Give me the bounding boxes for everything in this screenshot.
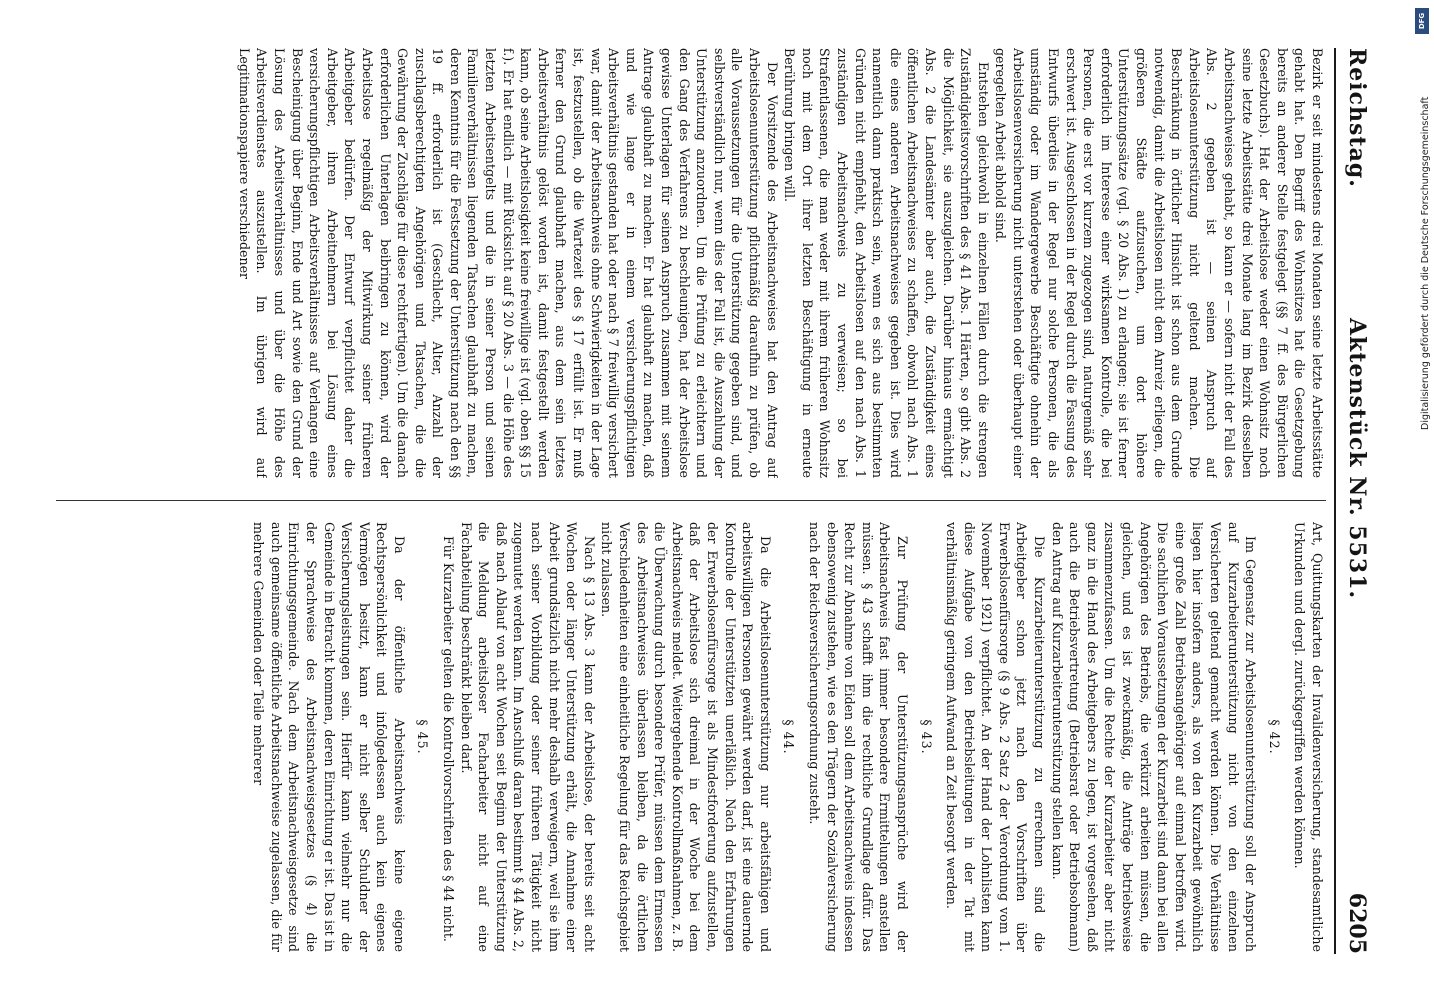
digitization-note-text: Digitalisierung gefördert durch die Deutsche Forschungsgemeinschaft <box>1420 96 1431 430</box>
paragraph: Der Vorsitzende des Arbeitsnachweises hat den Antrag auf Arbeitslosenunterstützung pflichtmäßig daraufhin zu prüfen, ob alle Voraussetzungen für die Unterstützung gegeben sind, und selbstverständlich nur, wenn dies der Fall ist, die Auszahlung der Unterstützung anzuordnen. Um die Prüfung zu erleichtern und den Gang des Verfahrens zu beschleunigen, hat der Arbeitslose gewisse Unterlagen für seinen Anspruch zusammen mit seinem Antrage glaubhaft zu machen. Er hat glaubhaft zu machen, daß und wie lange er in einem versicherungspflichtigen Arbeitsverhältnis gestanden hat oder nach § 7 freiwillig versichert war, damit der Arbeitsnachweis ohne Schwierigkeiten in der Lage ist, festzustellen, ob die Wartezeit des § 17 erfüllt ist. Er muß ferner den Grund glaubhaft machen, aus dem sein letztes Arbeitsverhältnis gelöst worden ist, damit festgestellt werden kann, ob seine Arbeitslosigkeit keine freiwillige ist (vgl. oben §§ 15 f.). Er hat endlich — mit Rücksicht auf § 20 Abs. 3 — die Höhe des letzten Arbeitsentgelts und die in seiner Person und seinen Familienverhältnissen liegenden Tatsachen glaubhaft zu machen, deren Kenntnis für die Festsetzung der Unterstützung nach den §§ 19 ff. erforderlich ist (Geschlecht, Alter, Anzahl der zuschlagsberechtigten Angehörigen und Tatsachen, die die Gewährung der Zuschläge für diese rechtfertigen). Um die danach erforderlichen Unterlagen beibringen zu können, wird der Arbeitslose regelmäßig der Mitwirkung seiner früheren Arbeitgeber bedürfen. Der Entwurf verpflichtet daher die Arbeitgeber, ihren Arbeitnehmern bei Lösung eines versicherungspflichtigen Arbeitsverhältnisses auf Verlangen eine Bescheinigung über Beginn, Ende und Art sowie den Grund der Lösung des Arbeitsverhältnisses und über die Höhe des Arbeitsverdienstes auszustellen. Im übrigen wird auf Legitimationspapiere verschiedener <box>236 48 780 478</box>
section-heading: § 45. <box>415 719 431 755</box>
dfg-logo <box>1415 8 1429 34</box>
paragraph: Entstehen gleichwohl in einzelnen Fällen durch die strengen Zuständigkeitsvorschriften des § 41 Abs. 1 Härten, so gibt Abs. 2 die Möglichkeit, sie auszugleichen. Darüber hinaus ermächtigt Abs. 2 die Landesämter aber auch, die Zuständigkeit eines öffentlichen Arbeitsnachweises zu schaffen, obwohl nach Abs. 1 die eines anderen Arbeitsnachweises gegeben ist. Dies wird namentlich dann praktisch sein, wenn es sich aus bestimmten Gründen nicht empfiehlt, den Arbeitslosen auf den nach Abs. 1 zuständigen Arbeitsnachweis zu verweisen; so bei Strafentlassenen, die man weder mit ihrem früheren Wohnsitz noch mit dem Ort ihrer letzten Beschäftigung in erneute Berührung bringen will. <box>782 48 991 478</box>
page-content <box>44 38 1384 964</box>
paragraph: Da die Arbeitslosenunterstützung nur arbeitsfähigen und arbeitswilligen Personen gewährt werden darf, ist eine dauernde Kontrolle der Unterstützten unerläßlich. Nach den Erfahrungen der Erwerbslosenfürsorge ist als Mindestforderung aufzustellen, daß der Arbeitslose sich dreimal in der Woche bei dem Arbeitsnachweis meldet. Weitergehende Kontrollmaßnahmen, z. B. die Überwachung durch besondere Prüfer, müssen dem Ermessen des Arbeitsnachweises überlassen bleiben, da die örtlichen Verschiedenheiten eine einheitliche Regelung für das Reichsgebiet nicht zulassen. <box>599 522 773 952</box>
scanned-page <box>44 38 1384 964</box>
paragraph: Bezirk er seit mindestens drei Monaten seine letzte Arbeitsstätte gehabt hat. Den Begriff des Wohnsitzes hat die Gesetzgebung bereits an anderer Stelle festgelegt (§§ 7 ff. des Bürgerlichen Gesetzbuchs). Hat der Arbeitslose weder einen Wohnsitz noch seine letzte Arbeitsstätte drei Monate lang im Bezirk desselben Arbeitsnachweises gehabt, so kann er — sofern nicht der Fall des Abs. 2 gegeben ist — seinen Anspruch auf Arbeitslosenunterstützung nicht geltend machen. Die Beschränkung in örtlicher Hinsicht ist schon aus dem Grunde notwendig, damit die Arbeitslosen nicht dem Anreiz erliegen, die größeren Städte aufzusuchen, um dort höhere Unterstützungssätze (vgl. § 20 Abs. 1) zu erlangen; sie ist ferner erforderlich im Interesse einer wirksamen Kontrolle, die bei Personen, die erst vor kurzem zugezogen sind, naturgemäß sehr erschwert ist. Ausgeschlossen in der Regel durch die Fassung des Entwurfs überdies in der Regel nur solche Personen, die als umständig oder im Wandergewerbe Beschäftigte ohnehin der Arbeitslosenversicherung nicht unterstehen oder überhaupt einer geregelten Arbeit abhold sind. <box>993 48 1325 478</box>
right-text-column <box>56 522 1326 952</box>
page-number: 6205 <box>1344 892 1370 954</box>
digitization-note <box>1402 10 1431 990</box>
paragraph: Art, Quittungskarten der Invalidenversicherung, standesamtliche Urkunden und dergl. zurückgegriffen werden können. <box>1292 522 1325 952</box>
page-header <box>1334 48 1376 954</box>
section-heading: § 42. <box>1266 719 1282 755</box>
paragraph: Da der öffentliche Arbeitsnachweis keine eigene Rechtspersönlichkeit und infolgedessen auch kein eigenes Vermögen besitzt, kann er nicht selber Schuldner der Versicherungsleistungen sein. Hierfür kann vielmehr nur die Gemeinde in Betracht kommen, deren Einrichtung er ist. Das ist in der Sprachweise des Arbeitsnachweisgesetzes (§ 4) die Einrichtungsgemeinde. Nach dem Arbeitsnachweisgesetze sind auch gemeinsame öffentliche Arbeitsnachweise zugelassen, die für mehrere Gemeinden oder Teile mehrerer <box>251 522 407 952</box>
column-divider <box>56 500 1326 501</box>
header-reichstag: Reichstag. <box>1344 48 1370 188</box>
left-text-column <box>56 48 1326 478</box>
section-heading: § 43. <box>918 719 934 755</box>
paragraph: Nach § 13 Abs. 3 kann der Arbeitslose, der bereits seit acht Wochen oder länger Unterstützung erhält, die Annahme einer Arbeit grundsätzlich nicht mehr deshalb verweigern, weil sie ihm nach seiner Vorbildung oder seiner früheren Tätigkeit nicht zugemutet werden kann. Im Anschluß daran bestimmt § 44 Abs. 2, daß nach Ablauf von acht Wochen seit Beginn der Unterstützung die Meldung arbeitsloser Facharbeiter nicht auf eine Fachabteilung beschränkt bleiben darf. <box>458 522 597 952</box>
dfg-logo-text: DFG <box>1418 12 1426 30</box>
section-heading: § 44. <box>781 719 797 755</box>
paragraph: Für Kurzarbeiter gelten die Kontrollvorschriften des § 44 nicht. <box>441 536 457 942</box>
paragraph: Zur Prüfung der Unterstützungsansprüche wird der Arbeitsnachweis fast immer besondere Ermittelungen anstellen müssen. § 43 schafft ihm die rechtliche Grundlage dafür. Das Recht zur Abnahme von Eiden soll dem Arbeitsnachweis indessen ebensowenig zustehen, wie es den Trägern der Sozialversicherung nach der Reichsversicherungsordnung zusteht. <box>806 522 910 952</box>
paragraph: Im Gegensatz zur Arbeitslosenunterstützung soll der Anspruch auf Kurzarbeiterunterstützung nicht von den einzelnen Versicherten geltend gemacht werden können. Die Verhältnisse liegen hier insofern anders, als von den Kurzarbeit gewöhnlich eine große Zahl Betriebsangehöriger auf einmal betroffen wird. Die sachlichen Voraussetzungen der Kurzarbeit sind dann bei allen Angehörigen des Betriebs, die verkürzt arbeiten müssen, die gleichen, und es ist zweckmäßig, die Anträge betriebsweise zusammenzufassen. Um die Rechte der Kurzarbeiter aber nicht ganz in die Hand des Arbeitgebers zu legen, ist vorgesehen, daß auch die Betriebsvertretung (Betriebsrat oder Betriebsobmann) den Antrag auf Kurzarbeiterunterstützung stellen kann. <box>1049 522 1259 952</box>
header-document-number: Aktenstück Nr. 5531. <box>1344 318 1370 600</box>
paragraph: Die Kurzarbeiterunterstützung zu errechnen sind die Arbeitgeber schon jetzt nach den Vorschriften über Erwerbslosenfürsorge (§ 9 Abs. 2 Satz 2 der Verordnung vom 1. November 1921) verpflichtet. An der Hand der Lohnlisten kann diese Aufgabe von den Betriebsleitungen in der Tat mit verhältnismäßig geringem Aufwand an Zeit besorgt werden. <box>944 522 1048 952</box>
